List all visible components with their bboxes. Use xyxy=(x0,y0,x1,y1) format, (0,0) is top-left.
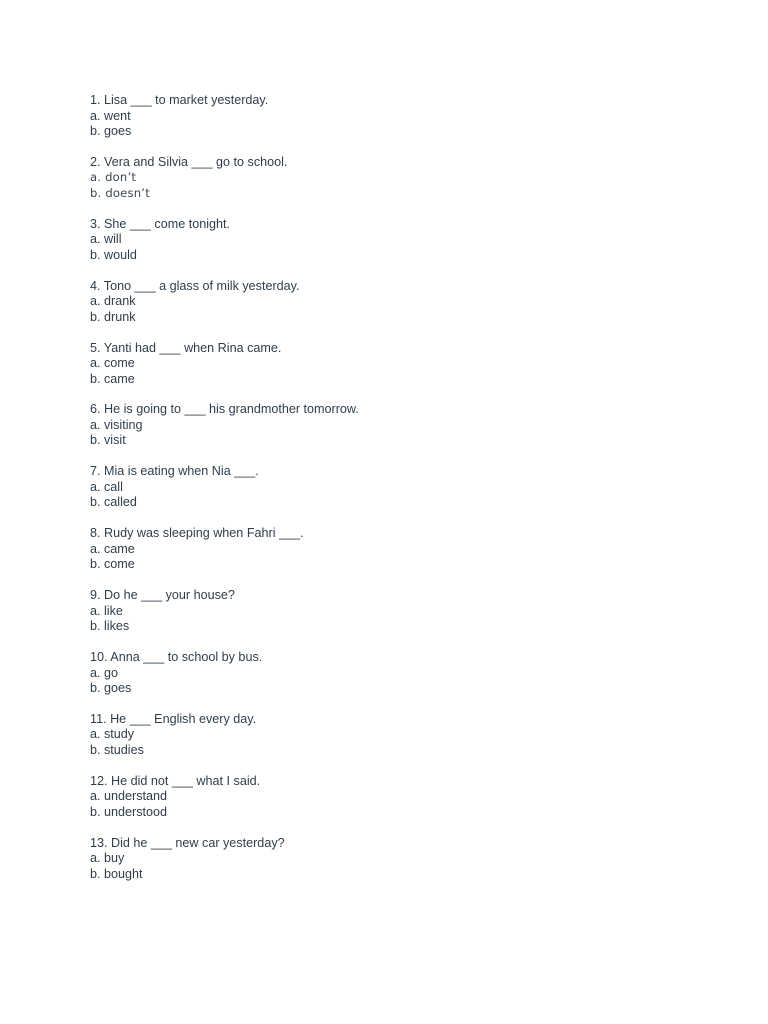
question-prompt: 1. Lisa ___ to market yesterday. xyxy=(90,93,269,107)
question-8 xyxy=(90,526,730,573)
option-b: b. came xyxy=(90,371,135,386)
option-b: b. come xyxy=(90,557,135,572)
question-prompt: 4. Tono ___ a glass of milk yesterday. xyxy=(90,278,300,293)
option-a: a. came xyxy=(90,541,135,556)
option-a: a. like xyxy=(90,603,123,618)
question-7 xyxy=(90,464,730,511)
question-prompt: 12. He did not ___ what I said. xyxy=(90,773,261,788)
option-a: a. buy xyxy=(90,851,125,866)
option-b: b. studies xyxy=(90,742,144,757)
option-b: b. drunk xyxy=(90,309,136,324)
question-13 xyxy=(90,836,730,883)
option-a: a. come xyxy=(90,356,135,371)
question-9 xyxy=(90,588,730,635)
question-5 xyxy=(90,341,730,388)
question-prompt: 13. Did he ___ new car yesterday? xyxy=(90,835,285,850)
option-a: a. visiting xyxy=(90,417,143,432)
question-prompt: 10. Anna ___ to school by bus. xyxy=(90,650,263,665)
option-a: a. don’t xyxy=(90,170,137,185)
option-a: a. will xyxy=(90,232,122,247)
quiz-document xyxy=(90,93,730,898)
question-1 xyxy=(90,93,730,140)
option-b: b. goes xyxy=(90,124,132,138)
question-prompt: 6. He is going to ___ his grandmother tomorrow. xyxy=(90,402,359,417)
option-b: b. goes xyxy=(90,681,132,696)
question-11 xyxy=(90,712,730,759)
question-prompt: 5. Yanti had ___ when Rina came. xyxy=(90,340,282,355)
option-a: a. understand xyxy=(90,789,168,804)
question-6 xyxy=(90,402,730,449)
option-b: b. bought xyxy=(90,866,143,881)
question-prompt: 11. He ___ English every day. xyxy=(90,711,257,726)
option-b: b. doesn’t xyxy=(90,185,150,200)
option-a: a. went xyxy=(90,108,131,123)
option-a: a. drank xyxy=(90,294,136,309)
question-prompt: 7. Mia is eating when Nia ___. xyxy=(90,464,259,479)
option-a: a. call xyxy=(90,479,123,494)
question-prompt: 9. Do he ___ your house? xyxy=(90,588,235,603)
option-a: a. study xyxy=(90,727,135,742)
question-12 xyxy=(90,774,730,821)
option-b: b. understood xyxy=(90,804,168,819)
question-prompt: 3. She ___ come tonight. xyxy=(90,216,231,231)
option-b: b. likes xyxy=(90,619,130,634)
question-10 xyxy=(90,650,730,697)
question-prompt: 8. Rudy was sleeping when Fahri ___. xyxy=(90,526,304,541)
question-4 xyxy=(90,279,730,326)
question-prompt: 2. Vera and Silvia ___ go to school. xyxy=(90,154,288,169)
question-2 xyxy=(90,155,730,202)
question-3 xyxy=(90,217,730,264)
option-b: b. would xyxy=(90,247,137,262)
option-b: b. called xyxy=(90,495,137,510)
option-a: a. go xyxy=(90,665,119,680)
option-b: b. visit xyxy=(90,433,126,448)
